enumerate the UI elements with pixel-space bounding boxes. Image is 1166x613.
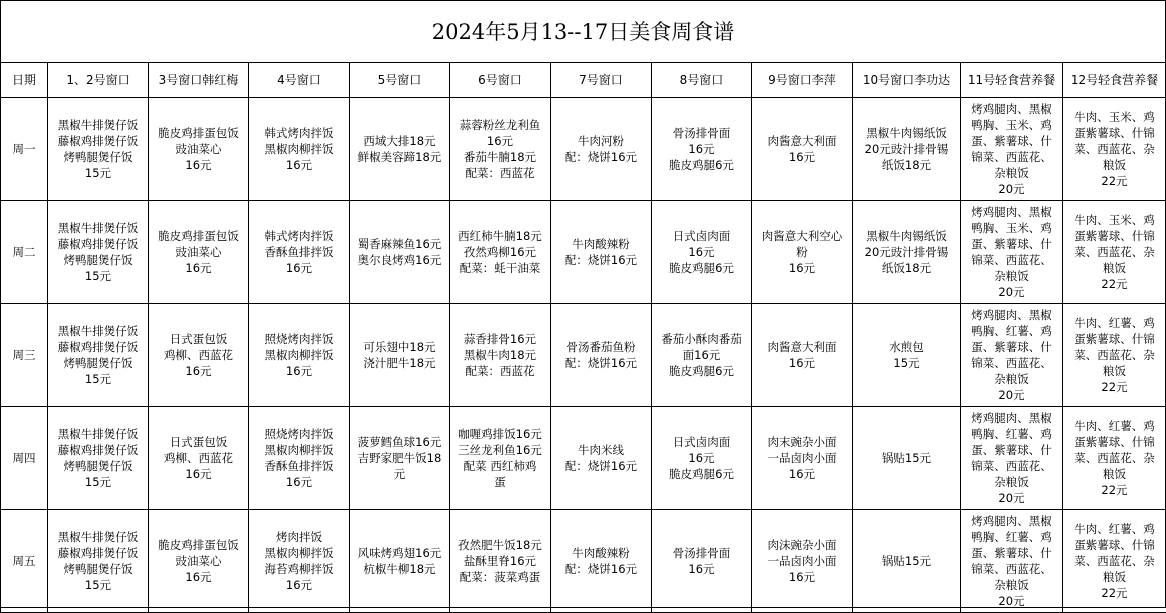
menu-line: 16元 xyxy=(252,577,346,593)
menu-line: 骨汤排骨面 xyxy=(655,545,748,561)
menu-line: 粮饭 xyxy=(1066,157,1163,173)
menu-line: 配：烧饼16元 xyxy=(554,561,648,577)
page-title: 2024年5月13--17日美食周食谱 xyxy=(0,0,1166,62)
menu-cell xyxy=(48,510,149,613)
menu-line: 22元 xyxy=(1066,276,1163,292)
menu-cell xyxy=(450,201,551,304)
menu-cell xyxy=(1063,98,1166,201)
menu-line: 烤肉拌饭 xyxy=(252,529,346,545)
menu-line: 16元 xyxy=(152,363,245,379)
menu-cell xyxy=(350,201,450,304)
menu-cell xyxy=(551,407,652,510)
column-header: 9号窗口李萍 xyxy=(752,63,853,98)
menu-line: 杂粮饭 xyxy=(964,474,1059,490)
menu-cell xyxy=(652,407,752,510)
menu-line: 配：烧饼16元 xyxy=(554,149,648,165)
menu-line: 香酥鱼排拌饭 xyxy=(252,458,346,474)
menu-line: 烤鸡腿肉、黑椒 xyxy=(964,204,1059,220)
menu-line: 16元 xyxy=(252,260,346,276)
menu-line: 藤椒鸡排煲仔饭 xyxy=(51,339,145,355)
menu-cell xyxy=(350,98,450,201)
menu-line: 烤鸭腿煲仔饭 xyxy=(51,561,145,577)
menu-line: 日式蛋包饭 xyxy=(152,331,245,347)
menu-line: 蒜香排骨16元 xyxy=(453,331,547,347)
menu-line: 16元 xyxy=(252,157,346,173)
menu-line: 16元 xyxy=(152,157,245,173)
menu-line: 日式卤肉面 xyxy=(655,434,748,450)
menu-line: 22元 xyxy=(1066,173,1163,189)
menu-line: 水煎包 xyxy=(856,339,957,355)
menu-line: 菜、西蓝花、杂 xyxy=(1066,244,1163,260)
menu-cell xyxy=(149,407,249,510)
menu-cell xyxy=(752,304,853,407)
menu-cell xyxy=(551,510,652,613)
menu-cell xyxy=(752,201,853,304)
menu-line: 肉酱意大利空心 xyxy=(755,228,849,244)
menu-cell xyxy=(1063,304,1166,407)
menu-cell xyxy=(961,98,1063,201)
menu-line: 西域大排18元 xyxy=(353,133,446,149)
menu-line: 骨汤排骨面 xyxy=(655,125,748,141)
menu-line: 锦菜、西蓝花、 xyxy=(964,458,1059,474)
menu-cell xyxy=(652,201,752,304)
menu-line: 牛肉酸辣粉 xyxy=(554,545,648,561)
menu-cell xyxy=(652,510,752,613)
menu-line: 16元 xyxy=(655,450,748,466)
menu-line: 粮饭 xyxy=(1066,569,1163,585)
menu-line: 黑椒肉柳拌饭 xyxy=(252,347,346,363)
menu-line: 16元 xyxy=(755,149,849,165)
column-header: 6号窗口 xyxy=(450,63,551,98)
menu-line: 黑椒肉柳拌饭 xyxy=(252,442,346,458)
menu-line: 藤椒鸡排煲仔饭 xyxy=(51,236,145,252)
menu-line: 可乐翅中18元 xyxy=(353,339,446,355)
menu-cell xyxy=(450,407,551,510)
menu-cell xyxy=(752,510,853,613)
menu-line: 20元豉汁排骨锡 xyxy=(856,141,957,157)
menu-line: 脆皮鸡排蛋包饭 xyxy=(152,537,245,553)
menu-cell xyxy=(551,201,652,304)
menu-cell xyxy=(853,201,961,304)
menu-line: 15元 xyxy=(51,577,145,593)
menu-line: 烤鸭腿煲仔饭 xyxy=(51,252,145,268)
menu-line: 20元豉汁排骨锡 xyxy=(856,244,957,260)
menu-cell xyxy=(853,304,961,407)
menu-line: 骨汤番茄鱼粉 xyxy=(554,339,648,355)
menu-line: 蛋、紫薯球、什 xyxy=(964,339,1059,355)
menu-line: 脆皮鸡腿6元 xyxy=(655,157,748,173)
menu-line: 黑椒肉柳拌饭 xyxy=(252,141,346,157)
menu-line: 配菜：蚝干油菜 xyxy=(453,260,547,276)
day-cell: 周一 xyxy=(1,98,48,201)
menu-line: 黑椒牛排煲仔饭 xyxy=(51,220,145,236)
menu-line: 杂粮饭 xyxy=(964,371,1059,387)
menu-line: 孜然鸡柳16元 xyxy=(453,244,547,260)
table-row xyxy=(1,201,1166,304)
table-row xyxy=(1,510,1166,613)
menu-line: 配菜：菠菜鸡蛋 xyxy=(453,569,547,585)
menu-line: 配菜 西红柿鸡 xyxy=(453,458,547,474)
menu-line: 牛肉米线 xyxy=(554,442,648,458)
menu-line: 配：烧饼16元 xyxy=(554,355,648,371)
menu-line: 盐酥里脊16元 xyxy=(453,553,547,569)
menu-cell xyxy=(853,98,961,201)
day-cell: 周四 xyxy=(1,407,48,510)
menu-line: 牛肉河粉 xyxy=(554,133,648,149)
menu-line: 15元 xyxy=(51,474,145,490)
menu-line: 肉沫豌杂小面 xyxy=(755,537,849,553)
menu-line: 番茄小酥肉番茄 xyxy=(655,331,748,347)
menu-cell xyxy=(652,304,752,407)
column-header: 日期 xyxy=(1,63,48,98)
column-header: 12号轻食营养餐 xyxy=(1063,63,1166,98)
menu-line: 脆皮鸡排蛋包饭 xyxy=(152,228,245,244)
column-header: 4号窗口 xyxy=(249,63,350,98)
menu-line: 锦菜、西蓝花、 xyxy=(964,355,1059,371)
column-header: 5号窗口 xyxy=(350,63,450,98)
menu-line: 鸭胸、玉米、鸡 xyxy=(964,117,1059,133)
menu-cell xyxy=(961,201,1063,304)
menu-line: 黑椒牛排煲仔饭 xyxy=(51,323,145,339)
menu-line: 黑椒牛排煲仔饭 xyxy=(51,426,145,442)
menu-line: 豉油菜心 xyxy=(152,244,245,260)
menu-line: 纸饭18元 xyxy=(856,157,957,173)
table-row xyxy=(1,98,1166,201)
menu-cell xyxy=(652,98,752,201)
weekly-menu-table xyxy=(0,62,1166,613)
menu-line: 锦菜、西蓝花、 xyxy=(964,561,1059,577)
menu-line: 16元 xyxy=(655,141,748,157)
menu-line: 照烧烤肉拌饭 xyxy=(252,426,346,442)
menu-line: 藤椒鸡排煲仔饭 xyxy=(51,133,145,149)
menu-line: 一品卤肉小面 xyxy=(755,450,849,466)
menu-line: 黑椒牛排煲仔饭 xyxy=(51,117,145,133)
menu-line: 16元 xyxy=(755,260,849,276)
menu-cell xyxy=(853,407,961,510)
menu-line: 蛋 xyxy=(453,474,547,490)
column-header: 8号窗口 xyxy=(652,63,752,98)
menu-line: 菜、西蓝花、杂 xyxy=(1066,347,1163,363)
menu-cell xyxy=(1063,407,1166,510)
menu-line: 锦菜、西蓝花、 xyxy=(964,149,1059,165)
header-row xyxy=(1,63,1166,98)
menu-cell xyxy=(961,304,1063,407)
menu-line: 鸡柳、西蓝花 xyxy=(152,450,245,466)
menu-line: 烤鸡腿肉、黑椒 xyxy=(964,513,1059,529)
menu-line: 孜然肥牛饭18元 xyxy=(453,537,547,553)
menu-line: 一品卤肉小面 xyxy=(755,553,849,569)
column-header: 1、2号窗口 xyxy=(48,63,149,98)
menu-line: 香酥鱼排拌饭 xyxy=(252,244,346,260)
menu-line: 牛肉酸辣粉 xyxy=(554,236,648,252)
menu-line: 日式蛋包饭 xyxy=(152,434,245,450)
menu-line: 黑椒牛肉18元 xyxy=(453,347,547,363)
menu-line: 照烧烤肉拌饭 xyxy=(252,331,346,347)
menu-cell xyxy=(450,98,551,201)
table-row xyxy=(1,407,1166,510)
menu-line: 20元 xyxy=(964,181,1059,197)
menu-line: 15元 xyxy=(51,165,145,181)
menu-line: 16元 xyxy=(755,466,849,482)
menu-line: 锦菜、西蓝花、 xyxy=(964,252,1059,268)
menu-line: 牛肉、红薯、鸡 xyxy=(1066,521,1163,537)
menu-line: 烤鸡腿肉、黑椒 xyxy=(964,410,1059,426)
menu-cell xyxy=(961,510,1063,613)
menu-line: 烤鸭腿煲仔饭 xyxy=(51,355,145,371)
menu-line: 藤椒鸡排煲仔饭 xyxy=(51,442,145,458)
menu-cell xyxy=(450,510,551,613)
day-cell: 周二 xyxy=(1,201,48,304)
menu-line: 番茄牛腩18元 xyxy=(453,149,547,165)
menu-line: 蛋紫薯球、什锦 xyxy=(1066,331,1163,347)
menu-line: 烤鸡腿肉、黑椒 xyxy=(964,101,1059,117)
menu-cell xyxy=(48,407,149,510)
menu-line: 三丝龙利鱼16元 xyxy=(453,442,547,458)
menu-line: 鸭胸、红薯、鸡 xyxy=(964,529,1059,545)
menu-line: 配：烧饼16元 xyxy=(554,252,648,268)
menu-line: 20元 xyxy=(964,387,1059,403)
menu-line: 烤鸭腿煲仔饭 xyxy=(51,149,145,165)
menu-line: 16元 xyxy=(152,569,245,585)
menu-line: 20元 xyxy=(964,284,1059,300)
column-header: 11号轻食营养餐 xyxy=(961,63,1063,98)
menu-line: 鸭胸、玉米、鸡 xyxy=(964,220,1059,236)
menu-line: 20元 xyxy=(964,593,1059,609)
column-header: 7号窗口 xyxy=(551,63,652,98)
menu-line: 吉野家肥牛饭18 xyxy=(353,450,446,466)
menu-line: 16元 xyxy=(755,569,849,585)
menu-cell xyxy=(249,510,350,613)
menu-line: 杂粮饭 xyxy=(964,577,1059,593)
menu-line: 脆皮鸡腿6元 xyxy=(655,466,748,482)
menu-line: 蛋紫薯球、什锦 xyxy=(1066,228,1163,244)
menu-line: 烤鸡腿肉、黑椒 xyxy=(964,307,1059,323)
menu-cell xyxy=(752,407,853,510)
menu-cell xyxy=(149,510,249,613)
menu-line: 纸饭18元 xyxy=(856,260,957,276)
menu-cell xyxy=(1063,510,1166,613)
menu-line: 肉末豌杂小面 xyxy=(755,434,849,450)
menu-line: 藤椒鸡排煲仔饭 xyxy=(51,545,145,561)
menu-line: 粉 xyxy=(755,244,849,260)
menu-line: 粮饭 xyxy=(1066,466,1163,482)
menu-cell xyxy=(450,304,551,407)
menu-cell xyxy=(149,201,249,304)
menu-line: 锅贴15元 xyxy=(856,553,957,569)
menu-cell xyxy=(551,98,652,201)
menu-line: 浇汁肥牛18元 xyxy=(353,355,446,371)
menu-body xyxy=(1,98,1166,613)
menu-line: 蛋紫薯球、什锦 xyxy=(1066,537,1163,553)
menu-line: 黑椒肉柳拌饭 xyxy=(252,545,346,561)
menu-line: 20元 xyxy=(964,490,1059,506)
menu-line: 蛋紫薯球、什锦 xyxy=(1066,434,1163,450)
menu-line: 奥尔良烤鸡16元 xyxy=(353,252,446,268)
menu-line: 粮饭 xyxy=(1066,260,1163,276)
menu-line: 黑椒牛肉锡纸饭 xyxy=(856,125,957,141)
menu-line: 16元 xyxy=(453,133,547,149)
menu-line: 配：烧饼16元 xyxy=(554,458,648,474)
menu-line: 烤鸭腿煲仔饭 xyxy=(51,458,145,474)
menu-cell xyxy=(249,201,350,304)
menu-cell xyxy=(48,201,149,304)
menu-line: 日式卤肉面 xyxy=(655,228,748,244)
menu-line: 豉油菜心 xyxy=(152,553,245,569)
day-cell: 周三 xyxy=(1,304,48,407)
menu-line: 蒜蓉粉丝龙利鱼 xyxy=(453,117,547,133)
column-header: 3号窗口韩红梅 xyxy=(149,63,249,98)
menu-cell xyxy=(149,98,249,201)
menu-cell xyxy=(149,304,249,407)
menu-line: 蛋、紫薯球、什 xyxy=(964,133,1059,149)
menu-line: 脆皮鸡腿6元 xyxy=(655,260,748,276)
menu-line: 菜、西蓝花、杂 xyxy=(1066,141,1163,157)
menu-line: 韩式烤肉拌饭 xyxy=(252,125,346,141)
menu-cell xyxy=(249,98,350,201)
menu-cell xyxy=(961,407,1063,510)
menu-cell xyxy=(350,304,450,407)
menu-line: 22元 xyxy=(1066,482,1163,498)
menu-line: 蛋、紫薯球、什 xyxy=(964,236,1059,252)
menu-line: 15元 xyxy=(51,268,145,284)
menu-line: 粮饭 xyxy=(1066,363,1163,379)
menu-line: 蛋紫薯球、什锦 xyxy=(1066,125,1163,141)
menu-line: 菜、西蓝花、杂 xyxy=(1066,450,1163,466)
menu-line: 西红柿牛腩18元 xyxy=(453,228,547,244)
column-header: 10号窗口李功达 xyxy=(853,63,961,98)
menu-line: 杭椒牛柳18元 xyxy=(353,561,446,577)
menu-line: 牛肉、红薯、鸡 xyxy=(1066,315,1163,331)
menu-line: 配菜：西蓝花 xyxy=(453,165,547,181)
menu-line: 鸭胸、红薯、鸡 xyxy=(964,426,1059,442)
menu-line: 杂粮饭 xyxy=(964,268,1059,284)
menu-line: 元 xyxy=(353,466,446,482)
menu-line: 蛋、紫薯球、什 xyxy=(964,442,1059,458)
menu-line: 杂粮饭 xyxy=(964,165,1059,181)
menu-cell xyxy=(853,510,961,613)
menu-line: 脆皮鸡腿6元 xyxy=(655,363,748,379)
menu-line: 菜、西蓝花、杂 xyxy=(1066,553,1163,569)
menu-line: 牛肉、红薯、鸡 xyxy=(1066,418,1163,434)
menu-line: 菠萝鳕鱼球16元 xyxy=(353,434,446,450)
menu-cell xyxy=(350,407,450,510)
menu-cell xyxy=(551,304,652,407)
menu-cell xyxy=(350,510,450,613)
menu-line: 鸭胸、红薯、鸡 xyxy=(964,323,1059,339)
menu-line: 豉油菜心 xyxy=(152,141,245,157)
menu-line: 锅贴15元 xyxy=(856,450,957,466)
menu-line: 16元 xyxy=(252,474,346,490)
menu-line: 蛋、紫薯球、什 xyxy=(964,545,1059,561)
menu-line: 海苔鸡柳拌饭 xyxy=(252,561,346,577)
menu-line: 黑椒牛肉锡纸饭 xyxy=(856,228,957,244)
menu-line: 15元 xyxy=(51,371,145,387)
menu-cell xyxy=(249,304,350,407)
menu-line: 16元 xyxy=(755,355,849,371)
menu-line: 牛肉、玉米、鸡 xyxy=(1066,212,1163,228)
menu-line: 鲜椒美容蹄18元 xyxy=(353,149,446,165)
menu-cell xyxy=(1063,201,1166,304)
menu-cell xyxy=(48,98,149,201)
menu-line: 16元 xyxy=(655,561,748,577)
menu-cell xyxy=(249,407,350,510)
menu-line: 16元 xyxy=(152,260,245,276)
menu-line: 16元 xyxy=(252,363,346,379)
menu-line: 肉酱意大利面 xyxy=(755,339,849,355)
table-row xyxy=(1,304,1166,407)
menu-line: 黑椒牛排煲仔饭 xyxy=(51,529,145,545)
menu-cell xyxy=(48,304,149,407)
menu-line: 牛肉、玉米、鸡 xyxy=(1066,109,1163,125)
menu-line: 韩式烤肉拌饭 xyxy=(252,228,346,244)
menu-line: 咖喱鸡排饭16元 xyxy=(453,426,547,442)
menu-line: 16元 xyxy=(152,466,245,482)
menu-line: 风味烤鸡翅16元 xyxy=(353,545,446,561)
menu-line: 肉酱意大利面 xyxy=(755,133,849,149)
menu-line: 脆皮鸡排蛋包饭 xyxy=(152,125,245,141)
menu-line: 16元 xyxy=(655,244,748,260)
menu-line: 配菜：西蓝花 xyxy=(453,363,547,379)
menu-line: 鸡柳、西蓝花 xyxy=(152,347,245,363)
menu-line: 22元 xyxy=(1066,379,1163,395)
menu-line: 蜀香麻辣鱼16元 xyxy=(353,236,446,252)
menu-line: 22元 xyxy=(1066,585,1163,601)
menu-cell xyxy=(752,98,853,201)
menu-line: 15元 xyxy=(856,355,957,371)
menu-line: 面16元 xyxy=(655,347,748,363)
day-cell: 周五 xyxy=(1,510,48,613)
